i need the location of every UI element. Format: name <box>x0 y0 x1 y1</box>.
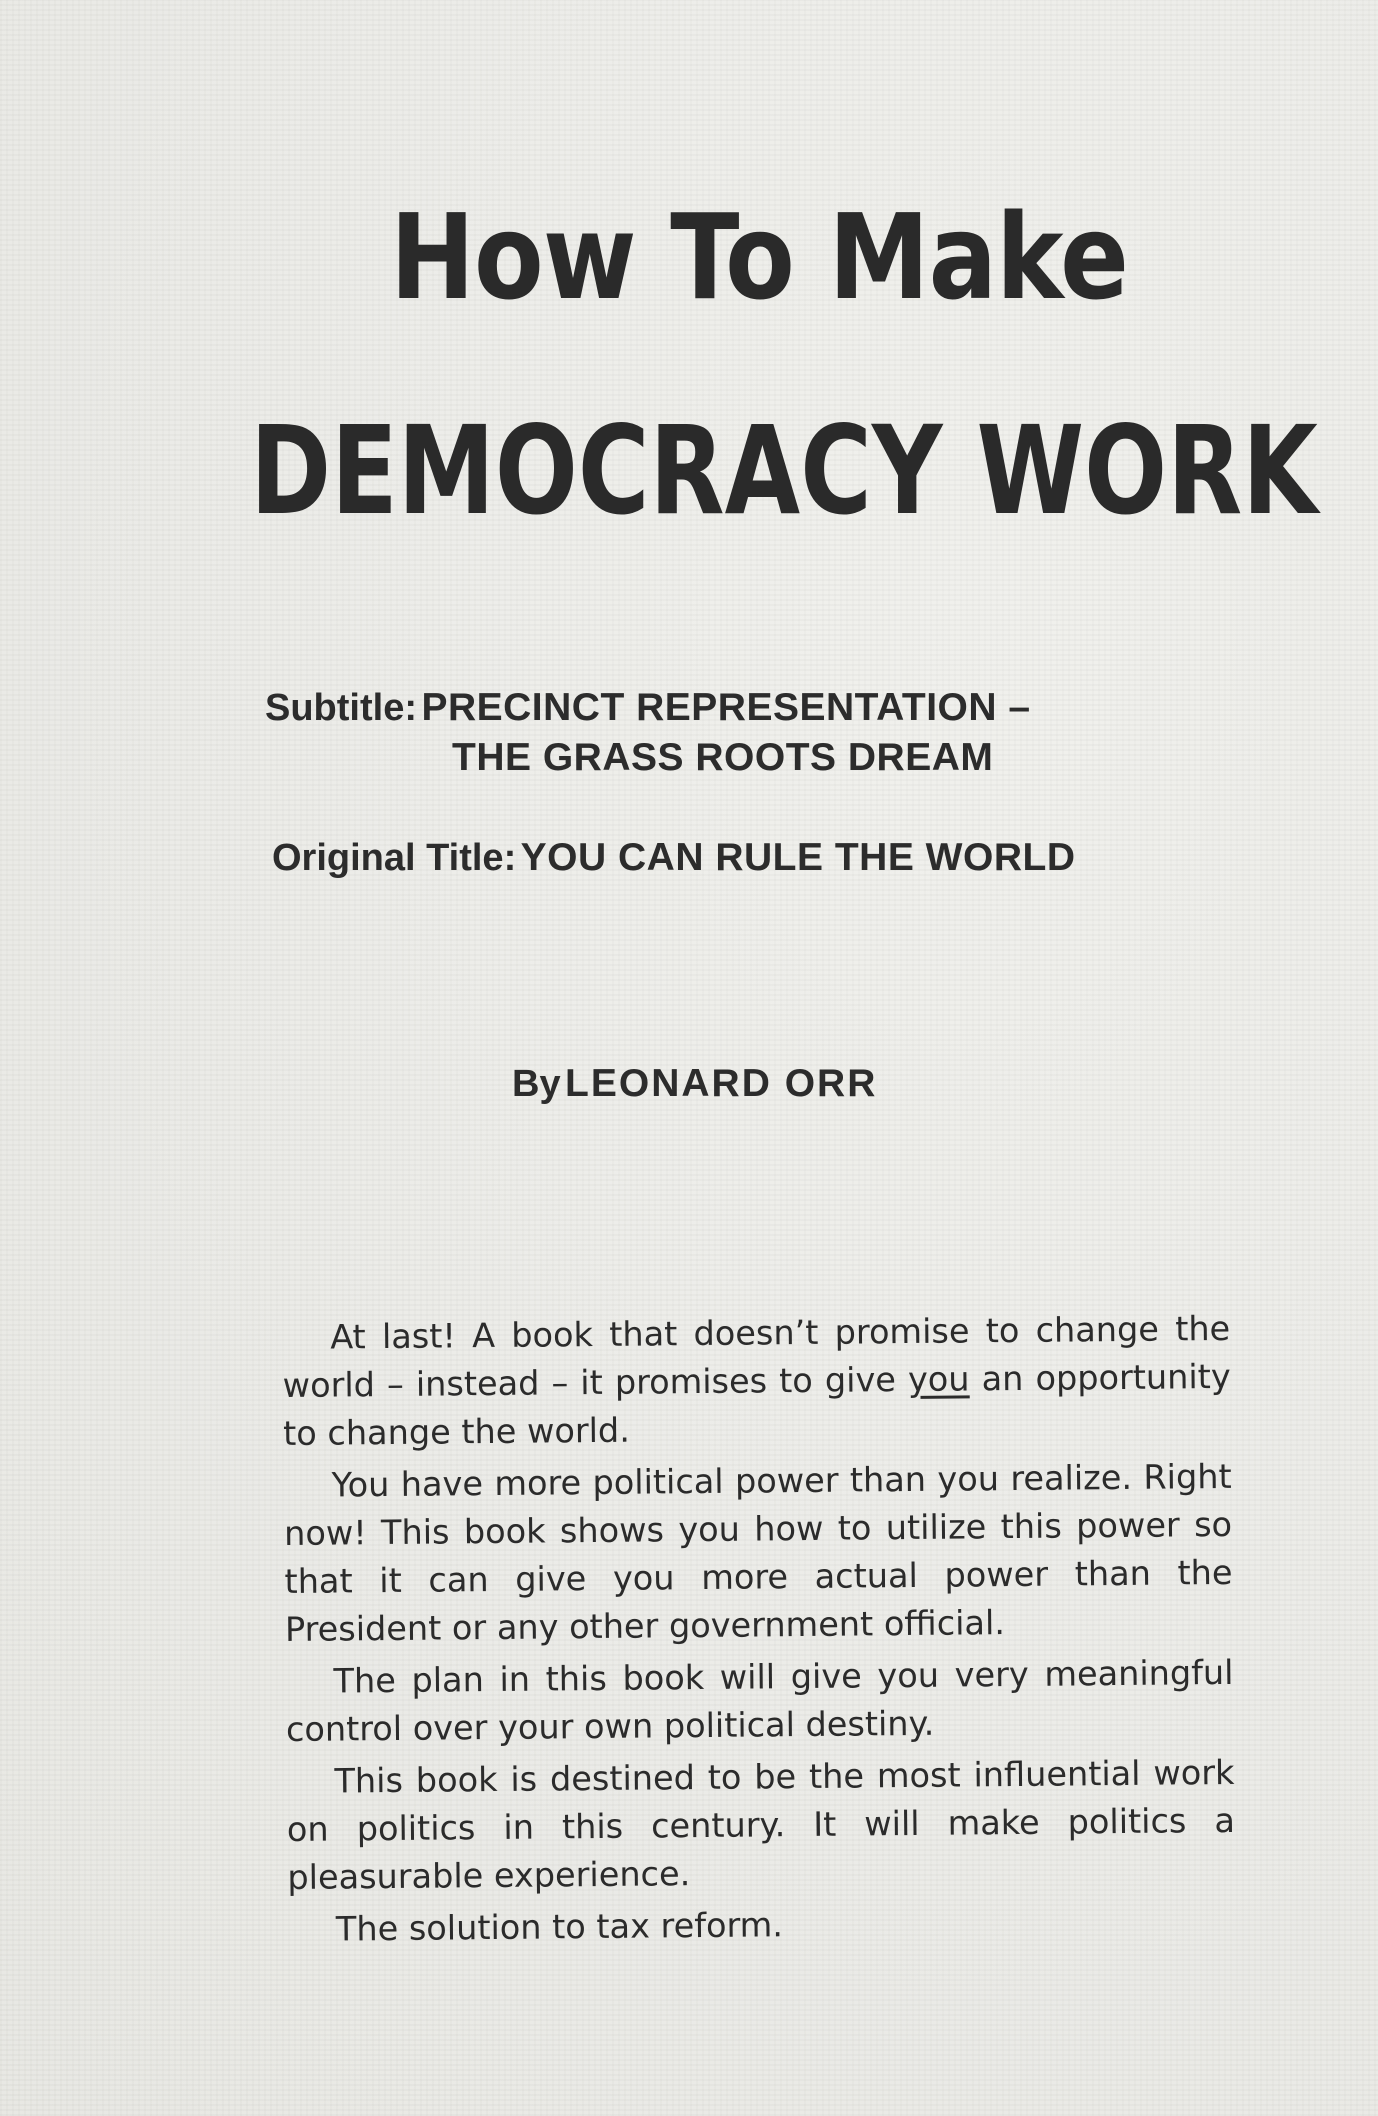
byline-label: By <box>512 1063 561 1105</box>
byline <box>512 1062 877 1106</box>
original-title-value: YOU CAN RULE THE WORLD <box>520 836 1076 879</box>
blurb-p1-end: an opportunity to change the world. <box>282 1356 1231 1453</box>
subtitle-label: Subtitle: <box>265 687 417 729</box>
original-title <box>272 836 1075 880</box>
blurb-paragraph-5: The solution to tax reform. <box>335 1905 784 1949</box>
title-line-2: DEMOCRACY WORK <box>250 400 1318 542</box>
original-title-label: Original Title: <box>272 837 517 879</box>
blurb-p1-start: At last! A book that doesn’t promise to change the world – instead – it promises to give <box>282 1308 1231 1405</box>
author-name: LEONARD ORR <box>565 1062 878 1105</box>
subtitle-line-2: THE GRASS ROOTS DREAM <box>452 736 994 779</box>
blurb-paragraph-3: The plan in this book will give you very meaningful control over your own political destiny. <box>285 1652 1234 1749</box>
blurb-p1-emphasis: you <box>907 1359 970 1399</box>
subtitle-continuation <box>452 736 993 780</box>
blurb <box>282 1305 1236 1958</box>
blurb-paragraph-4: This book is destined to be the most influential work on politics in this century. It will make politics a pleasurable experience. <box>286 1752 1236 1897</box>
title-line-1: How To Make <box>389 188 1129 326</box>
blurb-paragraph-2: You have more political power than you realize. Right now! This book shows you how to utilize this power so that it can give you more actual power than the President or any other government official. <box>283 1456 1233 1649</box>
subtitle <box>265 686 1031 730</box>
blurb-paragraph-1 <box>282 1305 1231 1458</box>
subtitle-line-1: PRECINCT REPRESENTATION – <box>421 686 1031 729</box>
